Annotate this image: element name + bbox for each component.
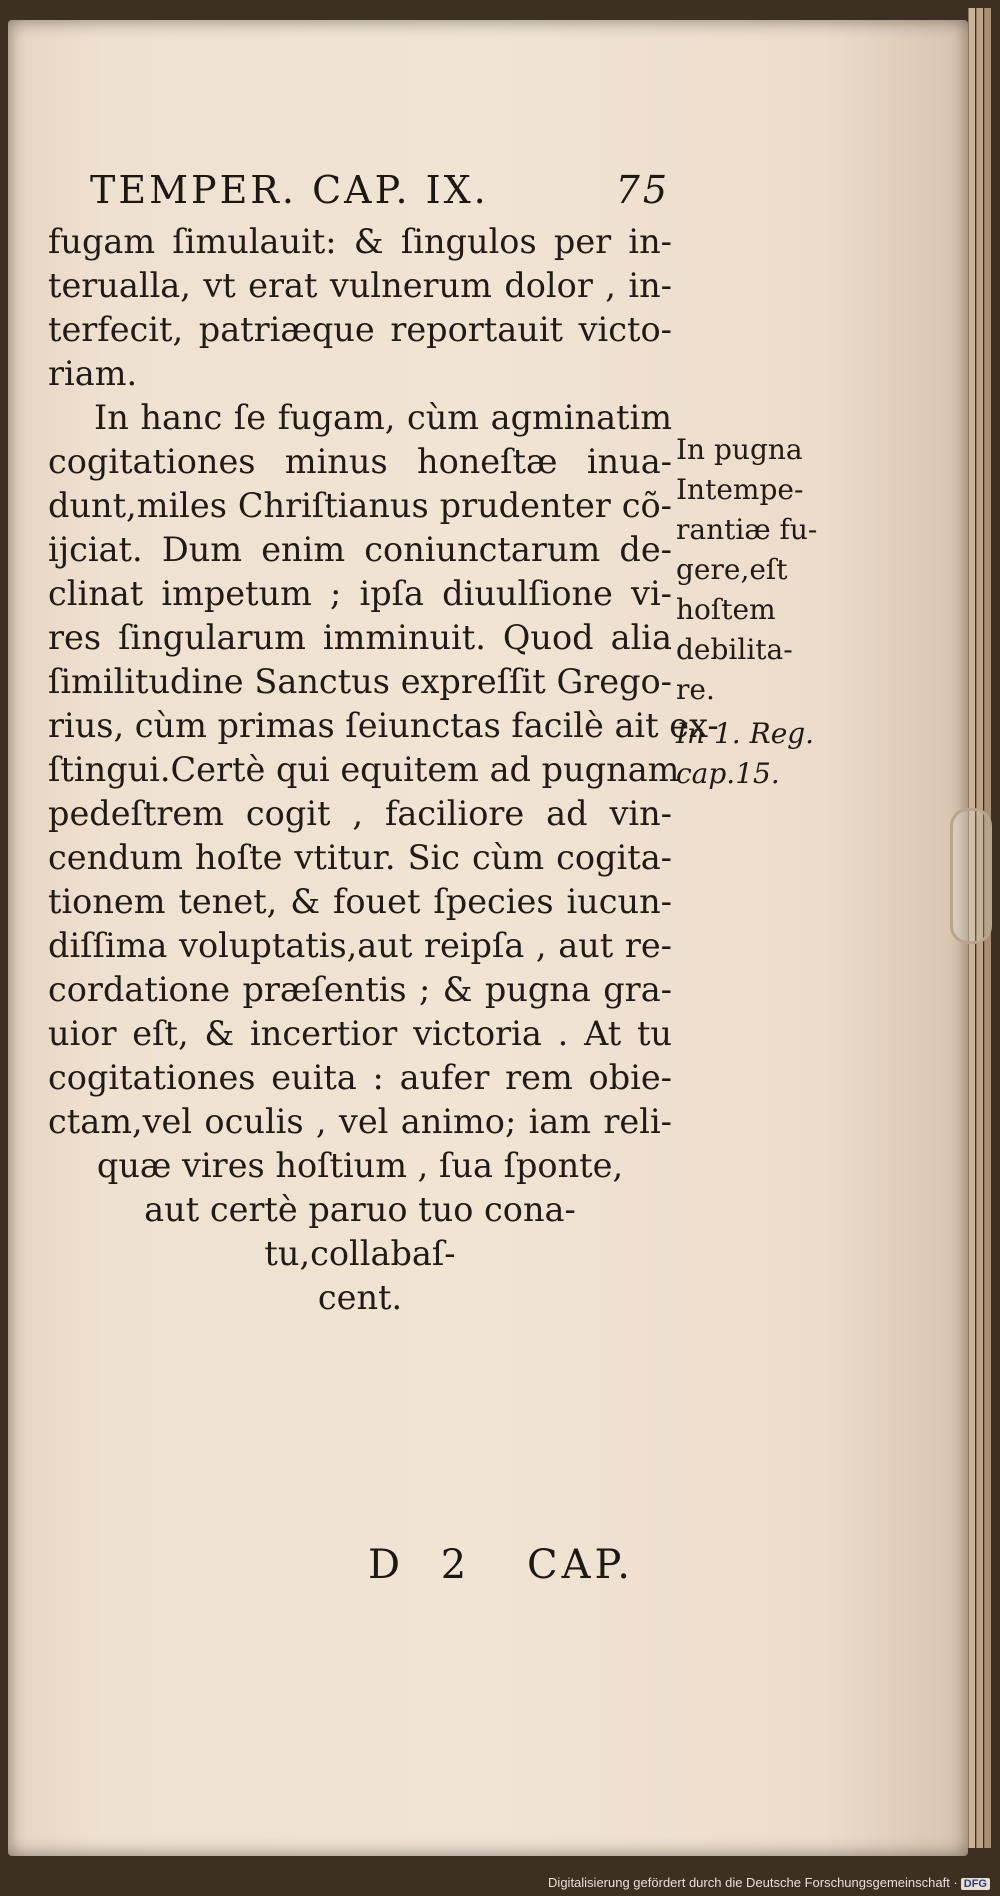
signature-mark: D <box>368 1542 405 1588</box>
text-line: dunt,miles Chriſtianus prudenter cõ- <box>48 486 672 525</box>
text-line: aut certè paruo tuo cona- <box>144 1190 576 1229</box>
marginal-note-line: rantiæ fu- <box>676 513 818 546</box>
marginal-note <box>676 430 846 794</box>
body-text <box>48 220 719 1320</box>
text-line: diſſima voluptatis,aut reipſa , aut re- <box>48 926 672 965</box>
marginal-note-line: In pugna <box>676 433 803 466</box>
marginal-note-line: Intempe- <box>676 473 804 506</box>
marginal-note-line: debilita- <box>676 633 793 666</box>
marginal-reference: In 1. Reg. <box>676 717 815 750</box>
text-line: cogitationes euita : aufer rem obie- <box>48 1058 672 1097</box>
text-line: pedeſtrem cogit , faciliore ad vin- <box>48 794 672 833</box>
text-line: riam. <box>48 354 138 393</box>
text-line: fugam ſimulauit: & ſingulos per in- <box>48 222 672 261</box>
dfg-logo: DFG <box>961 1878 990 1890</box>
text-line: ijciat. Dum enim coniunctarum de- <box>48 530 672 569</box>
text-line: quæ vires hoſtium , ſua ſponte, <box>96 1146 624 1185</box>
text-line: uior eſt, & incertior victoria . At tu <box>48 1014 672 1053</box>
signature-number: 2 <box>440 1542 471 1588</box>
text-line: ctam,vel oculis , vel animo; iam reli- <box>48 1102 672 1141</box>
text-line: In hanc ſe fugam, cùm agminatim <box>94 398 672 437</box>
marginal-note-line: hoſtem <box>676 593 776 626</box>
text-line: cordatione præſentis ; & pugna gra- <box>48 970 672 1009</box>
clasp <box>950 808 992 944</box>
text-line: res ſingularum imminuit. Quod alia <box>48 618 672 657</box>
catchword: CAP. <box>526 1542 634 1588</box>
text-line: ſimilitudine Sanctus expreſſit Grego- <box>48 662 672 701</box>
marginal-reference: cap.15. <box>676 757 780 790</box>
page-footer <box>368 1542 698 1588</box>
text-line: terualla, vt erat vulnerum dolor , in- <box>48 266 672 305</box>
text-line: rius, cùm primas ſeiunctas facilè ait ex- <box>48 706 719 745</box>
text-line: cogitationes minus honeſtæ inua- <box>48 442 672 481</box>
text-line: cent. <box>317 1278 403 1317</box>
text-line: tionem tenet, & fouet ſpecies iucun- <box>48 882 672 921</box>
text-line: ſtingui.Certè qui equitem ad pugnam <box>48 750 680 789</box>
text-line: terfecit, patriæque reportauit victo- <box>48 310 672 349</box>
text-line: clinat impetum ; ipſa diuulſione vi- <box>48 574 672 613</box>
running-head-title: TEMPER. CAP. IX. <box>90 168 489 212</box>
digitization-credit <box>548 1875 990 1890</box>
book-page <box>8 20 968 1856</box>
marginal-note-line: gere,eſt <box>676 553 788 586</box>
text-line: cendum hoſte vtitur. Sic cùm cogita- <box>48 838 672 877</box>
credit-text: Digitalisierung gefördert durch die Deutsche Forschungsgemeinschaft · <box>548 1875 958 1890</box>
text-line: tu,collabaſ- <box>264 1234 456 1273</box>
folio-number: 75 <box>615 168 670 212</box>
running-head <box>90 168 670 212</box>
marginal-note-line: re. <box>676 673 715 706</box>
